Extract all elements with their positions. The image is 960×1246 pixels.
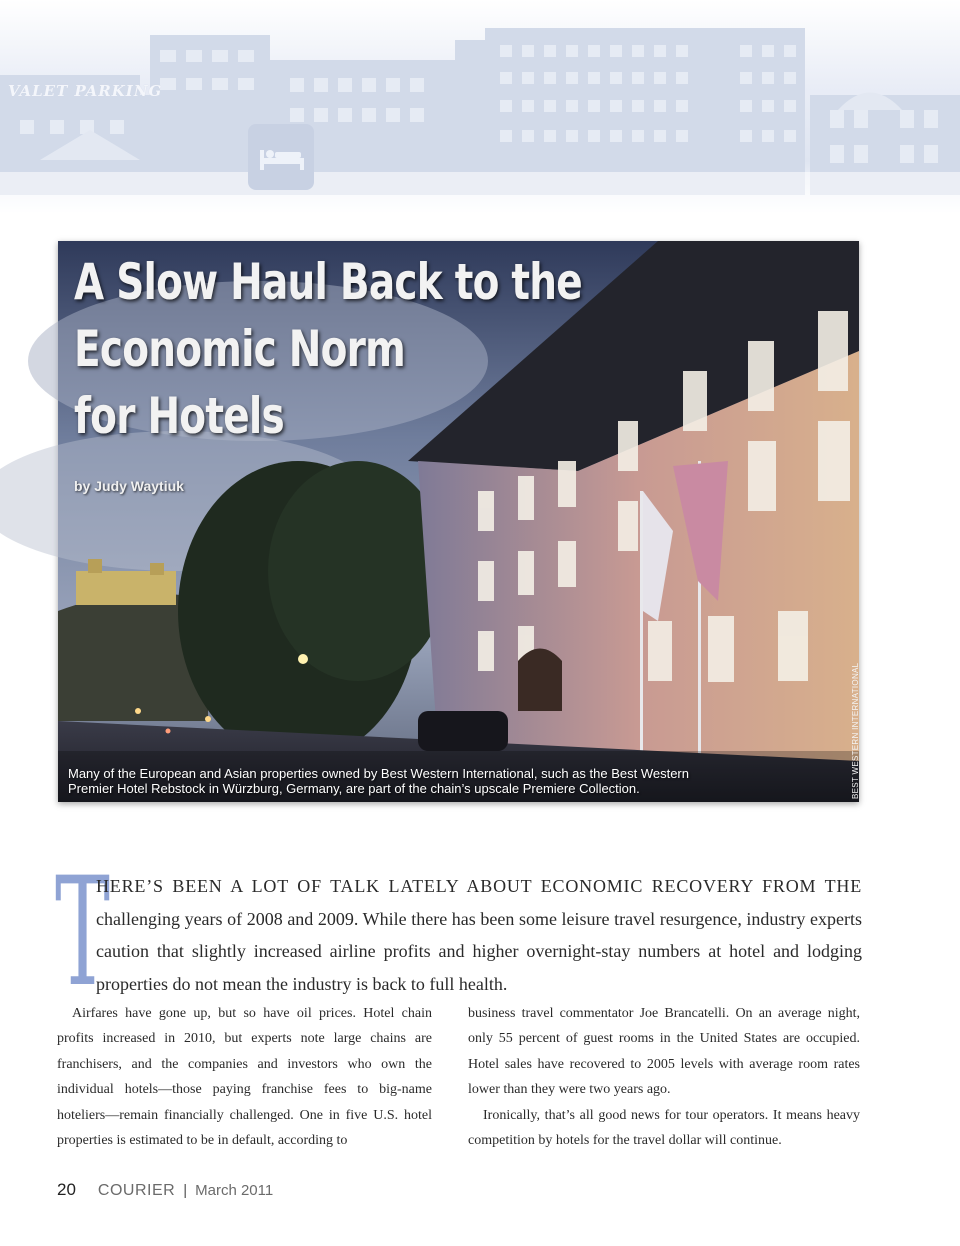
body-paragraph: Airfares have gone up, but so have oil prices. Hotel chain profits increased in 2010, but experts note large chains are franchisers, and the companies and investors who own the individual hotels—those paying franchise fees to big-name hoteliers—remain financially challenged. One in five U.S. hotel properties is estimated to be in default, according to bbox=[57, 1006, 432, 1149]
drop-cap: T bbox=[55, 846, 111, 1020]
body-column-right bbox=[468, 1001, 860, 1153]
intro-small-caps: HERE’S BEEN A LOT OF TALK LATELY ABOUT ECONOMIC RECOVERY FROM THE bbox=[96, 876, 862, 896]
photo-caption: Many of the European and Asian properties owned by Best Western International, such as the Best Western Premier Hotel Rebstock in Würzburg, Germany, are part of the chain’s upscale Premiere Collection. bbox=[68, 766, 689, 796]
intro-text: challenging years of 2008 and 2009. While there has been some leisure travel resurgence, industry experts caution that slightly increased airline profits and higher overnight-stay numbers at hotel and lodging properties do not mean the industry is back to full health. bbox=[96, 908, 862, 994]
footer-separator: | bbox=[183, 1182, 188, 1199]
body-paragraph: business travel commentator Joe Brancatelli. On an average night, only 55 percent of guest rooms in the United States are occupied. Hotel sales have recovered to 2005 levels with average room rates lower than they were two years ago. bbox=[468, 1006, 860, 1098]
page-footer bbox=[57, 1180, 273, 1200]
intro-paragraph bbox=[96, 870, 862, 1000]
bed-icon bbox=[248, 124, 314, 190]
photo-credit: BEST WESTERN INTERNATIONAL bbox=[851, 662, 860, 799]
page-number: 20 bbox=[57, 1180, 76, 1199]
article-title-line-1: A Slow Haul Back to the bbox=[74, 253, 582, 311]
body-column-left bbox=[57, 1001, 432, 1153]
body-paragraph: Ironically, that’s all good news for tour operators. It means heavy competition by hotels for the travel dollar will continue. bbox=[468, 1107, 860, 1149]
hero-photo bbox=[58, 241, 859, 802]
author-byline: by Judy Waytiuk bbox=[74, 478, 184, 494]
valet-parking-sign: VALET PARKING bbox=[8, 82, 163, 100]
skyline-illustration bbox=[0, 0, 960, 215]
skyline-banner bbox=[0, 0, 960, 215]
magazine-name: COURIER bbox=[97, 1182, 176, 1199]
article-title-line-2: Economic Norm bbox=[74, 320, 405, 378]
issue-date: March 2011 bbox=[195, 1182, 274, 1199]
article-title-line-3: for Hotels bbox=[74, 387, 284, 445]
